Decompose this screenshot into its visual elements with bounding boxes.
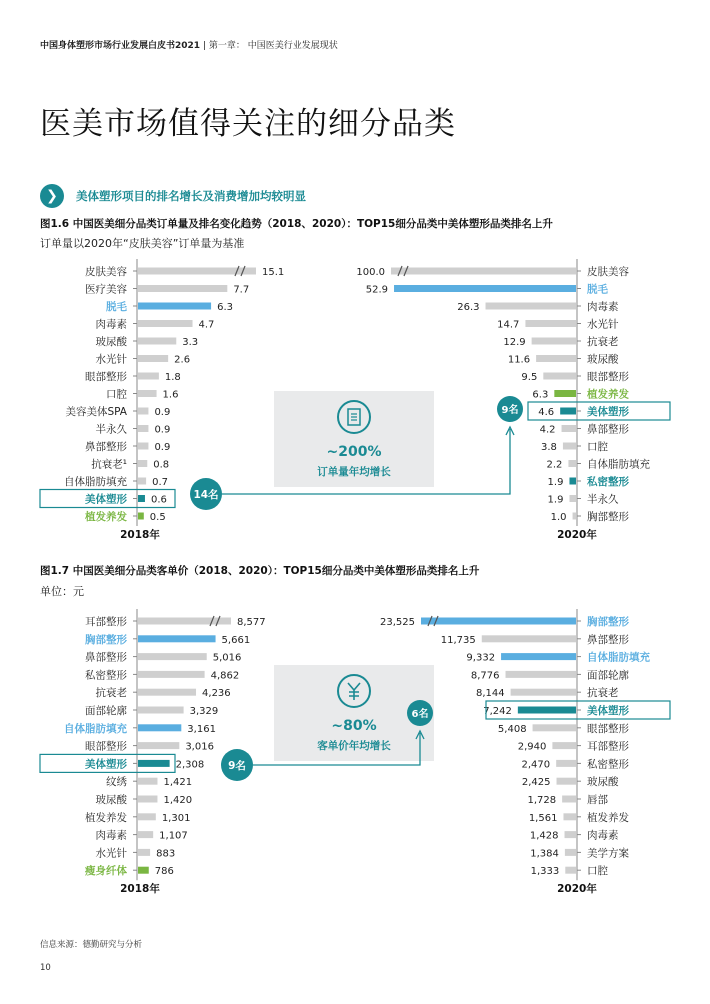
category-label-2020: 植发养发 [587,811,629,824]
bar-2020 [557,778,576,785]
figure-1-6-title: 图1.6 中国医美细分品类订单量及排名变化趋势（2018、2020）：TOP15细分品类中美体塑形品类排名上升 [40,218,553,230]
value-label-2020: 2,940 [517,741,547,753]
category-label-2018: 抗衰老 [95,687,127,700]
value-label-2018: 3,016 [185,741,214,753]
rank-label-2018: 14名 [193,489,219,501]
value-label-2018: 6.3 [217,302,233,313]
value-label-2020: 8,144 [475,688,505,700]
value-label-2020: 5,408 [497,723,527,735]
category-label-2018: 半永久 [95,423,127,436]
category-label-2018: 皮肤美容 [85,266,127,278]
category-label-2018: 自体脂肪填充 [64,722,127,735]
category-label-2018: 纹绣 [106,776,127,789]
bar-2018 [138,513,144,520]
category-label-2020: 抗衰老 [587,336,619,348]
bar-2020 [532,338,576,345]
category-label-2020: 私密整形 [587,758,629,771]
running-header [40,38,338,51]
bar-2020 [518,707,576,714]
bar-2018 [138,760,170,767]
category-label-2020: 耳部整形 [587,740,629,753]
value-label-2020: 2.2 [546,459,563,471]
unit-price-chart [0,605,710,897]
bar-2020 [563,443,576,450]
category-label-2020: 鼻部整形 [587,423,629,436]
bar-2018 [138,320,193,327]
category-label-2018: 面部轮廓 [85,705,127,717]
bar-2018 [138,408,148,415]
value-label-2020: 2,425 [521,777,551,789]
bar-2020 [556,760,576,767]
bar-2020 [391,268,576,275]
bar-2018 [138,849,150,856]
category-label-2020: 脱毛 [587,283,608,296]
category-label-2020: 私密整形 [587,476,629,488]
value-label-2020: 9.5 [521,372,538,383]
bar-2018 [138,724,181,731]
value-label-2018: 2,308 [175,759,205,771]
category-label-2018: 眼部整形 [85,740,127,753]
category-label-2020: 抗衰老 [587,687,619,700]
value-label-2018: 4,862 [210,670,240,682]
value-label-2018: 0.9 [154,442,171,453]
category-label-2020: 唇部 [587,794,608,806]
category-label-2020: 美体塑形 [587,406,629,418]
category-label-2018: 水光针 [95,847,127,860]
bar-2018 [138,443,148,450]
category-label-2020: 玻尿酸 [587,776,619,789]
value-label-2018: 0.8 [153,459,170,471]
value-label-2018: 3,161 [187,723,216,735]
value-label-2018: 1,107 [159,830,188,842]
category-label-2020: 胸部整形 [587,511,629,523]
value-label-2018: 883 [156,848,176,860]
bar-2018 [138,373,159,380]
category-label-2018: 水光针 [95,353,127,366]
bar-2020 [569,478,576,485]
value-label-2018: 0.9 [154,424,171,436]
bar-2018 [138,285,227,292]
year-label-2018: 2018年 [120,529,160,540]
category-label-2020: 植发养发 [587,388,629,401]
category-label-2020: 面部轮廓 [587,669,629,682]
category-label-2020: 水光针 [587,318,619,331]
value-label-2020: 100.0 [356,267,385,278]
value-label-2020: 1.9 [547,477,564,488]
category-label-2020: 眼部整形 [587,722,629,735]
rank-label-2018: 9名 [228,760,246,772]
bar-2020 [562,425,576,432]
category-label-2020: 半永久 [587,493,619,506]
category-label-2018: 植发养发 [85,511,127,523]
value-label-2020: 3.8 [541,442,557,453]
value-label-2018: 1,301 [161,812,191,824]
bar-2020 [565,831,576,838]
bar-2020 [533,724,576,731]
value-label-2020: 9,332 [466,652,496,664]
category-label-2018: 瘦身纤体 [85,865,127,878]
bar-2018 [138,635,216,642]
value-label-2018: 786 [154,866,174,878]
category-label-2020: 美学方案 [587,847,629,860]
category-label-2020: 美体塑形 [587,705,629,717]
value-label-2020: 1,428 [529,830,559,842]
year-label-2020: 2020年 [557,883,597,896]
bar-2020 [554,390,576,397]
bar-2018 [138,460,147,467]
value-label-2020: 1,561 [528,812,558,824]
value-label-2020: 2,470 [521,759,551,771]
bar-2018 [138,831,153,838]
category-label-2018: 医疗美容 [85,283,127,296]
category-label-2018: 私密整形 [85,669,127,682]
value-label-2020: 1.0 [550,512,567,523]
report-title: 中国身体塑形市场行业发展白皮书2021 [40,41,201,51]
bar-2020 [506,671,576,678]
bar-2018 [138,425,148,432]
value-label-2018: 1,421 [163,777,193,789]
value-label-2018: 0.9 [154,407,171,418]
value-label-2018: 0.6 [150,494,167,506]
category-label-2018: 自体脂肪填充 [64,476,127,488]
category-label-2018: 眼部整形 [85,371,127,383]
category-label-2018: 肉毒素 [95,318,127,331]
value-label-2018: 1.8 [164,372,181,383]
bar-2020 [562,796,576,803]
category-label-2018: 植发养发 [85,811,127,824]
category-label-2018: 美容美体SPA [65,406,127,418]
category-label-2018: 抗衰老¹ [91,458,127,471]
source-note: 信息来源：德勤研究与分析 [40,940,143,950]
bar-2018 [138,338,176,345]
bar-2020 [421,618,576,625]
category-label-2018: 鼻部整形 [85,651,127,664]
category-label-2018: 耳部整形 [85,616,127,628]
category-label-2020: 鼻部整形 [587,633,629,646]
category-label-2018: 美体塑形 [85,493,127,506]
value-label-2018: 2.6 [174,354,191,366]
bar-2018 [138,707,184,714]
value-label-2018: 15.1 [262,267,285,278]
category-label-2018: 脱毛 [106,301,127,313]
category-label-2018: 美体塑形 [85,758,127,771]
value-label-2020: 1,728 [527,795,557,806]
bar-2018 [138,390,157,397]
bar-2018 [138,653,207,660]
bar-2020 [525,320,576,327]
bar-2018 [138,478,146,485]
bar-2020 [563,813,576,820]
value-label-2018: 1.6 [162,389,179,401]
bar-2020 [560,408,576,415]
bar-2018 [138,796,157,803]
growth-label: 客单价年均增长 [317,740,391,752]
growth-value: ~80% [331,718,377,734]
year-label-2020: 2020年 [557,529,597,540]
chapter-label: | 第一章： 中国医美行业发展现状 [202,41,338,51]
chevron-right-icon: ❯ [40,184,64,208]
value-label-2018: 7.7 [233,284,250,296]
value-label-2020: 1,333 [530,866,560,878]
value-label-2018: 1,420 [163,795,193,806]
value-label-2018: 4,236 [202,688,231,700]
value-label-2020: 14.7 [497,319,520,331]
bar-2018 [138,303,211,310]
bar-2020 [536,355,576,362]
year-label-2018: 2018年 [120,883,160,896]
value-label-2018: 0.7 [152,477,169,488]
bar-2020 [501,653,576,660]
value-label-2020: 6.3 [532,389,549,401]
bar-2020 [486,303,576,310]
value-label-2020: 1.9 [547,494,564,506]
category-label-2020: 眼部整形 [587,371,629,383]
figure-1-7-subtitle: 单位：元 [40,585,84,598]
value-label-2018: 5,661 [221,634,251,646]
bar-2018 [138,742,179,749]
bar-2020 [482,635,576,642]
category-label-2018: 鼻部整形 [85,441,127,453]
growth-label: 订单量年均增长 [317,466,391,478]
bar-2018 [138,671,205,678]
category-label-2020: 皮肤美容 [587,266,629,278]
value-label-2020: 4.2 [539,424,556,436]
category-label-2020: 胸部整形 [587,616,629,628]
category-label-2020: 玻尿酸 [587,353,619,366]
rank-label-2020: 9名 [501,405,519,416]
page-title: 医美市场值得关注的细分品类 [40,106,456,142]
value-label-2018: 4.7 [198,319,215,331]
value-label-2020: 4.6 [538,407,555,418]
value-label-2018: 5,016 [212,652,242,664]
category-label-2020: 肉毒素 [587,301,619,313]
bar-2020 [573,513,576,520]
value-label-2020: 7,242 [483,706,512,717]
category-label-2018: 玻尿酸 [95,794,127,806]
value-label-2018: 3.3 [182,337,199,348]
figure-1-6-subtitle: 订单量以2020年“皮肤美容”订单量为基准 [40,237,245,250]
category-label-2018: 胸部整形 [85,633,127,646]
value-label-2020: 11,735 [440,634,476,646]
value-label-2020: 23,525 [380,617,415,628]
category-label-2020: 自体脂肪填充 [587,651,650,664]
value-label-2020: 8,776 [470,670,500,682]
category-label-2018: 肉毒素 [95,829,127,842]
page-number: 10 [40,963,51,973]
category-label-2020: 口腔 [587,865,608,878]
bar-2018 [138,867,149,874]
rank-label-2020: 6名 [411,709,429,720]
value-label-2020: 52.9 [365,284,389,296]
bar-2020 [394,285,576,292]
bar-2018 [138,355,168,362]
category-label-2018: 玻尿酸 [95,336,127,348]
section-title: 美体塑形项目的排名增长及消费增加均较明显 [76,189,306,203]
category-label-2020: 肉毒素 [587,829,619,842]
section-heading [40,184,306,208]
order-volume-chart [0,255,710,540]
category-label-2020: 自体脂肪填充 [587,458,650,471]
value-label-2020: 11.6 [507,354,531,366]
bar-2020 [565,867,576,874]
growth-value: ~200% [326,444,382,460]
bar-2018 [138,495,145,502]
value-label-2018: 8,577 [237,617,266,628]
figure-1-7-title: 图1.7 中国医美细分品类客单价（2018、2020）：TOP15细分品类中美体塑形品类排名上升 [40,565,480,577]
value-label-2020: 26.3 [457,302,480,313]
bar-2020 [511,689,576,696]
bar-2018 [138,689,196,696]
category-label-2020: 口腔 [587,441,608,453]
bar-2020 [552,742,576,749]
bar-2020 [543,373,576,380]
bar-2020 [568,460,576,467]
bar-2018 [138,813,156,820]
value-label-2018: 3,329 [189,706,219,717]
value-label-2018: 0.5 [149,512,166,523]
bar-2020 [565,849,576,856]
bar-2020 [569,495,576,502]
category-label-2018: 口腔 [106,388,127,401]
value-label-2020: 12.9 [503,337,526,348]
bar-2018 [138,778,157,785]
value-label-2020: 1,384 [530,848,559,860]
